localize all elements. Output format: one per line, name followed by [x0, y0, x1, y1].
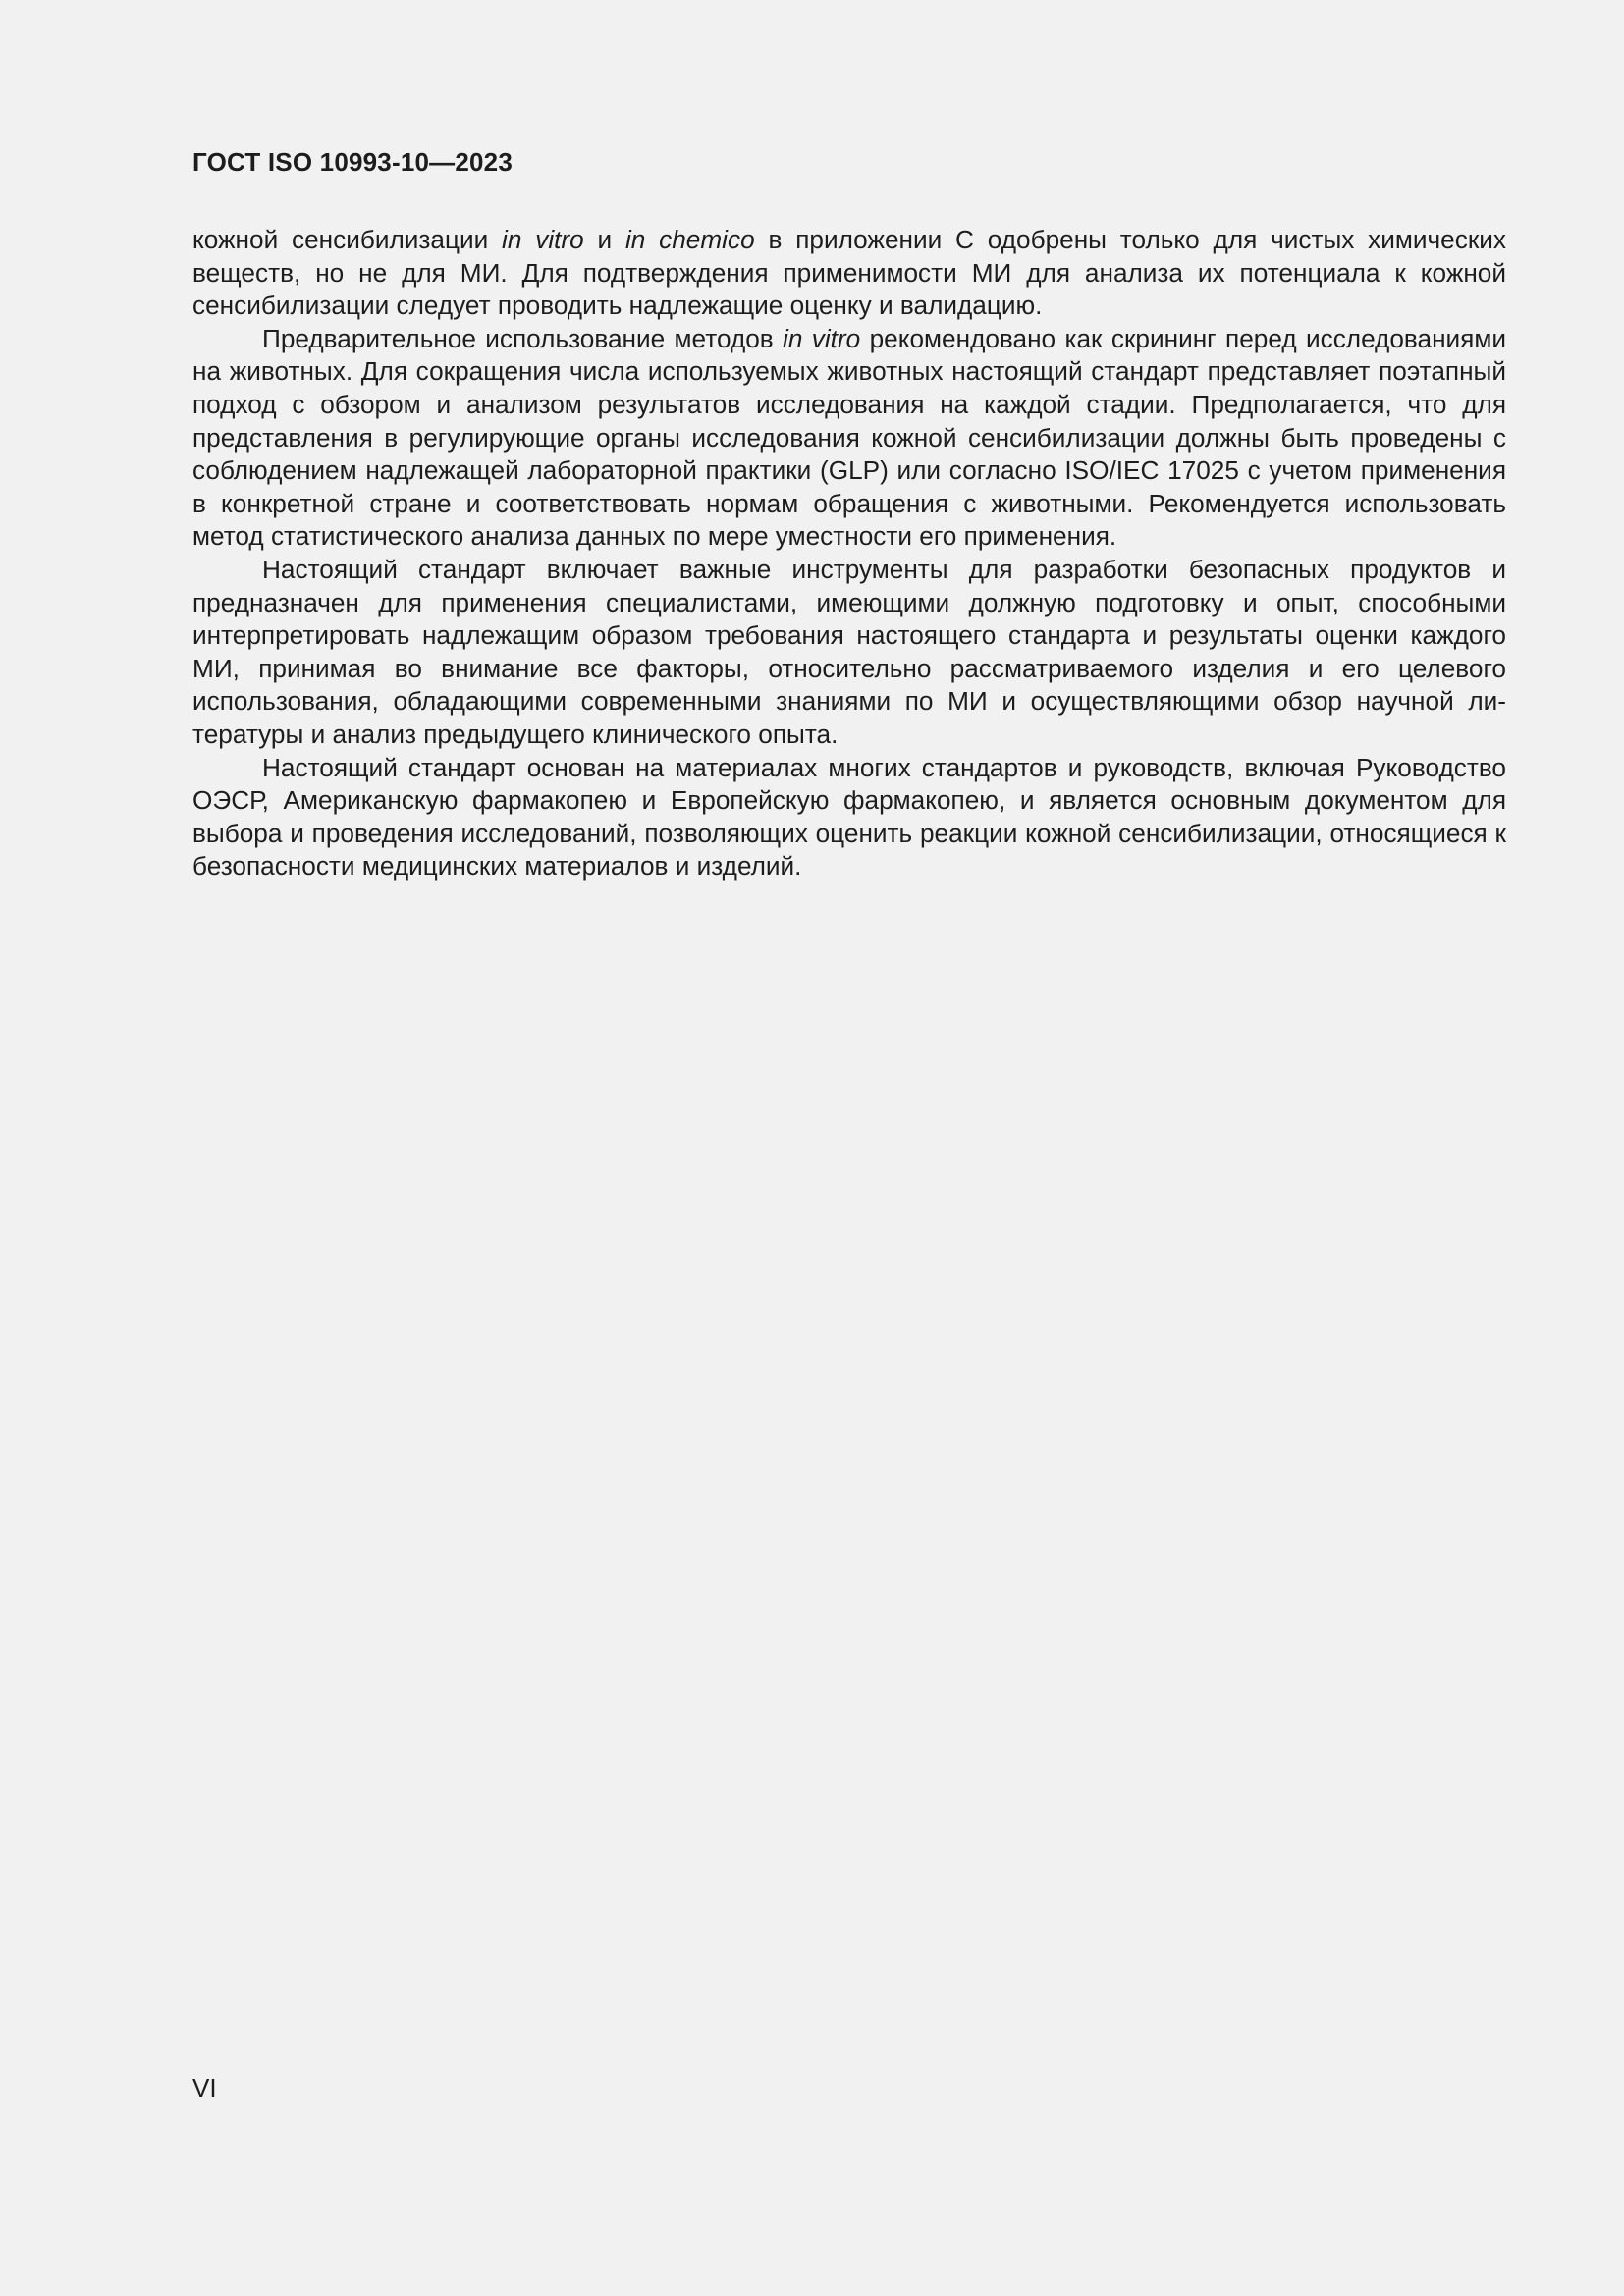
- paragraph-tools: Настоящий стандарт включает важные инструменты для разработки безопасных продуктов и предназначен для применения специалистами, имеющими должную подготовку и опыт, способными интерпретировать надлежащим образом требования настоящего стандарта и результаты оценки каждого МИ, принимая во внимание все факторы, относительно рассматриваемого изделия и его целевого использования, обладающими современными знаниями по МИ и осуществляющими обзор научной литературы и анализ предыдущего клинического опыта.: [192, 554, 1506, 749]
- page-number: VI: [192, 2073, 217, 2103]
- paragraph-sources: Настоящий стандарт основан на материалах многих стандартов и руководств, включая Руководство ОЭСР, Американскую фармакопею и Европейскую фармакопею, и является основным документом для выбора и проведения исследований, позволяющих оценить реакции кожной сенсибилизации, относящиеся к безопасности медицинских материалов и изделий.: [192, 752, 1506, 881]
- document-header: ГОСТ ISO 10993-10—2023: [192, 147, 513, 177]
- text-run: в приложении С одобрены только для чистых химических веществ, но не для МИ. Для подтверждения применимости МИ для анализа их потенциала к кожной сенсибилизации следует проводить надлежащие оценку и валидацию.: [192, 225, 1507, 321]
- italic-term: in chemico: [624, 225, 755, 254]
- paragraph-in-vitro-screening: [192, 323, 1506, 554]
- document-body: [192, 224, 1506, 883]
- text-run: рекомендовано как скрининг перед исследованиями на животных. Для сокращения числа используемых животных настоящий стандарт представляет поэтапный подход с обзором и анализом результатов исследования на каждой стадии. Предполагается, что для представления в регулирующие органы исследования кожной сенсибилизации должны быть проведены с соблюдением надлежащей лабораторной практики (GLP) или согласно ISO/IEC 17025 с учетом применения в конкретной стране и соответствовать нормам обращения с животными. Рекомендуется использовать метод статистического анализа данных по мере уместности его применения.: [192, 323, 1506, 552]
- text-run: Предварительное использование методов: [262, 323, 784, 353]
- italic-term: in vitro: [783, 323, 861, 353]
- text-run: кожной сенсибилизации: [192, 225, 503, 254]
- text-run: и: [583, 225, 625, 254]
- paragraph-continued: [192, 224, 1506, 323]
- italic-term: in vitro: [502, 225, 584, 254]
